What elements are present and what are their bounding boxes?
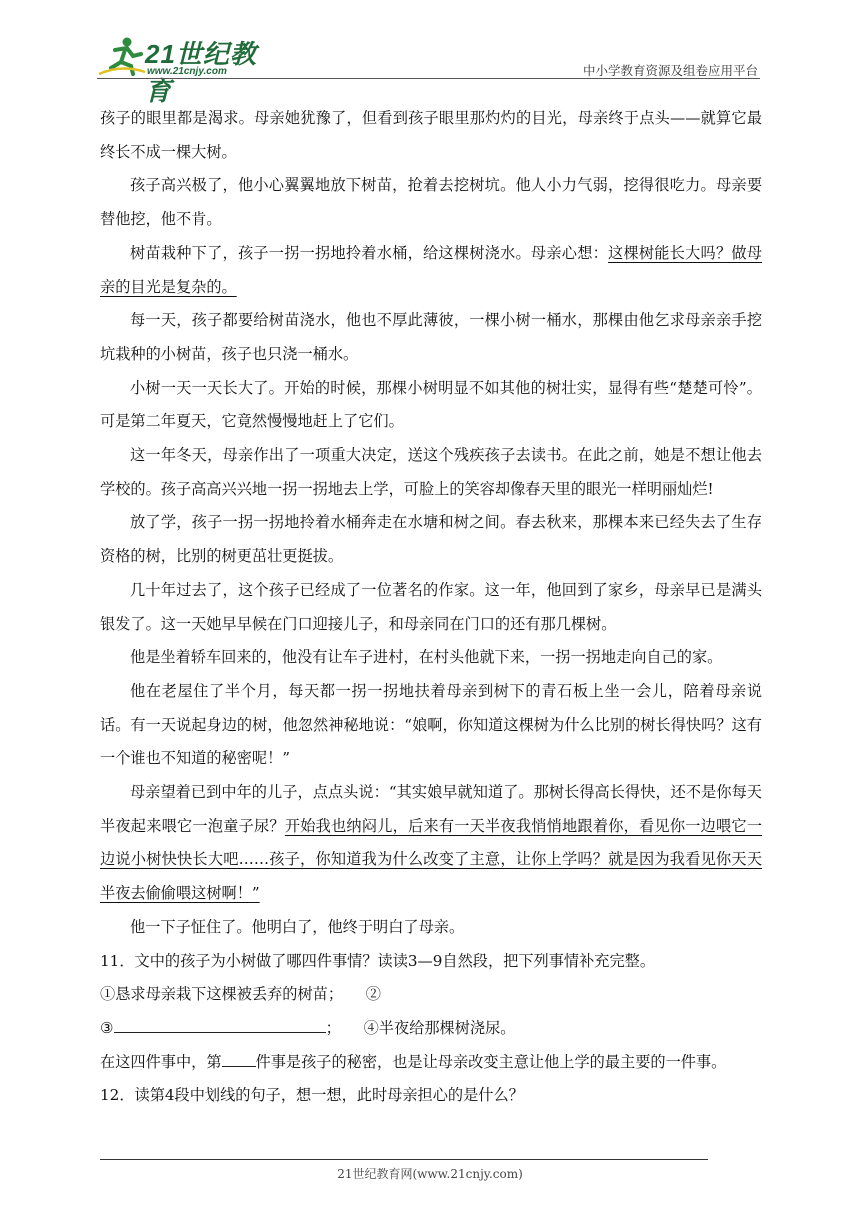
paragraph: 小树一天一天长大了。开始的时候，那棵小树明显不如其他的树壮实，显得有些“楚楚可怜”。可是第二年夏天，它竟然慢慢地赶上了它们。 <box>100 378 762 431</box>
underlined-sentence: 开始我也纳闷儿，后来有一天半夜我悄悄地跟着你，看见你一边喂它一边说小树快快长大吧……孩子，你知道我为什么改变了主意，让你上学吗？就是因为我看见你天天半夜去偷偷喂这树啊！” <box>100 816 763 903</box>
paragraph-with-underline <box>100 237 762 304</box>
logo-url: www.21cnjy.com <box>147 66 227 77</box>
paragraph-text: 树苗栽种下了，孩子一拐一拐地拎着水桶，给这棵树浇水。母亲心想： <box>130 243 609 262</box>
answer-blank-3[interactable] <box>114 1018 326 1033</box>
paragraph: 每一天，孩子都要给树苗浇水，他也不厚此薄彼，一棵小树一桶水，那棵由他乞求母亲亲手挖坑栽种的小树苗，孩子也只浇一桶水。 <box>100 311 762 363</box>
paragraph-text: 母亲望着已到中年的儿子，点点头说：“其实娘早就知道了。那树长得高长得快，还不是你每天半夜起来喂它一泡童子尿？ <box>100 783 762 835</box>
page-footer: 21世纪教育网(www.21cnjy.com) <box>337 1167 523 1181</box>
item-1: ①恳求母亲栽下这棵被丢弃的树苗； <box>100 985 343 1004</box>
question-11: 11．文中的孩子为小树做了哪四件事情？读读3—9自然段，把下列事情补充完整。 <box>100 951 656 970</box>
article-body <box>100 102 762 1113</box>
site-logo <box>97 34 277 106</box>
paragraph: 他是坐着轿车回来的，他没有让车子进村，在村头他就下来，一拐一拐地走向自己的家。 <box>130 648 723 667</box>
paragraph: 他在老屋住了半个月，每天都一拐一拐地扶着母亲到树下的青石板上坐一会儿，陪着母亲说话。有一天说起身边的树，他忽然神秘地说：“娘啊，你知道这棵树为什么比别的树长得快吗？这有一个谁也不知道的秘密呢！” <box>100 681 762 768</box>
question-11-items-1 <box>100 978 762 1012</box>
answer-blank-number[interactable] <box>222 1052 256 1067</box>
paragraph: 孩子的眼里都是渴求。母亲她犹豫了，但看到孩子眼里那灼灼的目光，母亲终于点头——就算它最终长不成一棵大树。 <box>100 109 762 161</box>
paragraph: 他一下子怔住了。他明白了，他终于明白了母亲。 <box>130 917 465 936</box>
question-12: 12．读第4段中划线的句子，想一想，此时母亲担心的是什么？ <box>100 1086 524 1105</box>
paragraph: 孩子高兴极了，他小心翼翼地放下树苗，抢着去挖树坑。他人小力气弱，挖得很吃力。母亲要替他挖，他不肯。 <box>100 176 762 229</box>
page-header <box>97 30 760 106</box>
item-2-label: ② <box>365 985 381 1004</box>
header-divider <box>97 78 760 79</box>
item-separator: ； <box>325 1018 341 1037</box>
logo-text: 21世纪教育 <box>145 39 257 106</box>
item-3-label: ③ <box>100 1018 114 1037</box>
underlined-sentence: 这棵树能长大吗？做母亲的目光是复杂的。 <box>100 243 763 296</box>
footer-divider <box>100 1159 708 1160</box>
paragraph: 放了学，孩子一拐一拐地拎着水桶奔走在水塘和树之间。春去秋来，那棵本来已经失去了生存资格的树，比别的树更茁壮更挺拔。 <box>100 513 762 566</box>
item-4: ④半夜给那棵树浇尿。 <box>363 1018 516 1037</box>
question-11-followup <box>100 1046 762 1080</box>
runner-logo-icon <box>97 34 147 78</box>
paragraph: 几十年过去了，这个孩子已经成了一位著名的作家。这一年，他回到了家乡，母亲早已是满头银发了。这一天她早早候在门口迎接儿子，和母亲同在门口的还有那几棵树。 <box>100 580 762 633</box>
paragraph: 这一年冬天，母亲作出了一项重大决定，送这个残疾孩子去读书。在此之前，她是不想让他去学校的。孩子高高兴兴地一拐一拐地去上学，可脸上的笑容却像春天里的眼光一样明丽灿烂! <box>100 446 762 498</box>
paragraph-with-underline <box>100 776 762 911</box>
followup-post: 件事是孩子的秘密，也是让母亲改变主意让他上学的最主要的一件事。 <box>255 1052 727 1071</box>
followup-pre: 在这四件事中，第 <box>100 1052 222 1071</box>
platform-name: 中小学教育资源及组卷应用平台 <box>582 63 758 78</box>
question-11-items-2 <box>100 1012 762 1046</box>
